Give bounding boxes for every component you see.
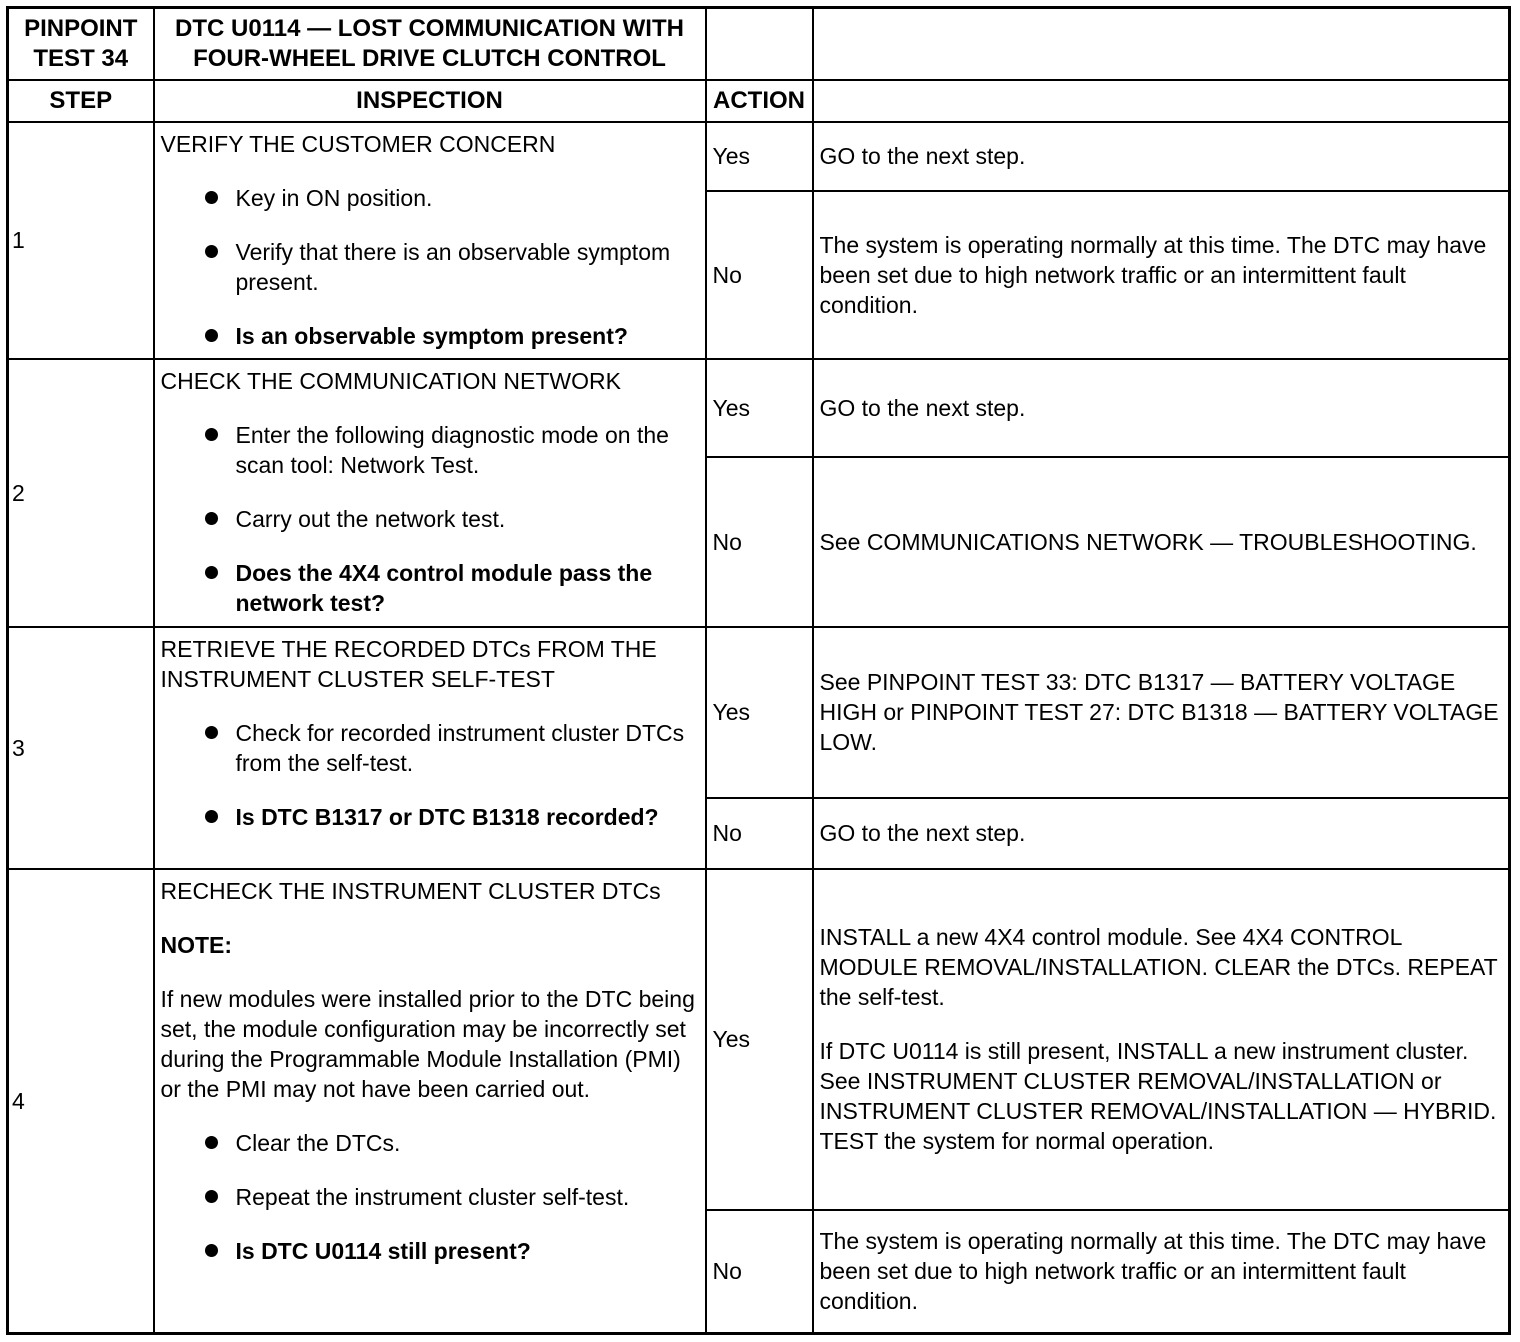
- list-item: [161, 558, 699, 618]
- result-no: See COMMUNICATIONS NETWORK — TROUBLESHOOTING.: [813, 457, 1510, 627]
- dtc-title-line1: DTC U0114 — LOST COMMUNICATION WITH: [175, 14, 684, 42]
- step-number: 1: [8, 122, 154, 359]
- dtc-title-line2: FOUR-WHEEL DRIVE CLUTCH CONTROL: [193, 44, 666, 72]
- action-no: No: [706, 191, 813, 359]
- action-yes: Yes: [706, 869, 813, 1210]
- action-no: No: [706, 798, 813, 869]
- step-title: RECHECK THE INSTRUMENT CLUSTER DTCs: [160, 877, 661, 904]
- inspection-cell: [154, 359, 706, 627]
- action-yes: Yes: [706, 122, 813, 191]
- result-yes: INSTALL a new 4X4 control module. See 4X4 CONTROL MODULE REMOVAL/INSTALLATION. CLEAR the DTCs. REPEAT the self-test. If DTC U0114 is still present, INSTALL a new instrument cluster. See INSTRUMENT CLUSTER REMOVAL/INSTALLATION or INSTRUMENT CLUSTER REMOVAL/INSTALLATION — HYBRID. TEST the system for normal operation.: [813, 869, 1510, 1210]
- table-row: [8, 627, 1510, 798]
- step-title: VERIFY THE CUSTOMER CONCERN: [160, 130, 556, 157]
- bullet-icon: [205, 1190, 218, 1203]
- col-inspection: INSPECTION: [154, 80, 706, 122]
- step-question: Is DTC U0114 still present?: [235, 1237, 531, 1264]
- list-item: [161, 802, 699, 832]
- step-question: Is an observable symptom present?: [235, 322, 628, 349]
- bullet-icon: [205, 1136, 218, 1149]
- step-title: CHECK THE COMMUNICATION NETWORK: [160, 367, 621, 394]
- dtc-title-cell: [154, 8, 706, 80]
- list-item: Key in ON position.: [161, 183, 699, 213]
- bullet-icon: [205, 191, 218, 204]
- test-title-line1: PINPOINT: [24, 14, 138, 42]
- test-title-line2: TEST 34: [33, 44, 129, 72]
- list-item: Check for recorded instrument cluster DTCs from the self-test.: [161, 718, 699, 778]
- bullet-icon: [205, 726, 218, 739]
- step-question: Does the 4X4 control module pass the network test?: [235, 559, 653, 616]
- table-row: [8, 869, 1510, 1210]
- title-row: [8, 8, 1510, 80]
- step-number: 4: [8, 869, 154, 1334]
- note-label: NOTE:: [160, 931, 233, 958]
- column-header-row: [8, 80, 1510, 122]
- note-text: If new modules were installed prior to the DTC being set, the module configuration may be incorrectly set during the Programmable Module Installation (PMI) or the PMI may not have been carried out.: [160, 985, 695, 1102]
- col-step: STEP: [8, 80, 154, 122]
- result-no: GO to the next step.: [813, 798, 1510, 869]
- bullet-icon: [205, 566, 218, 579]
- bullet-icon: [205, 329, 218, 342]
- action-yes: Yes: [706, 359, 813, 457]
- list-item: Enter the following diagnostic mode on the scan tool: Network Test.: [161, 420, 699, 480]
- result-yes: GO to the next step.: [813, 122, 1510, 191]
- list-item: [161, 1236, 699, 1266]
- bullet-icon: [205, 1244, 218, 1257]
- step-number: 2: [8, 359, 154, 627]
- bullet-icon: [205, 810, 218, 823]
- step-question: Is DTC B1317 or DTC B1318 recorded?: [235, 803, 659, 830]
- list-item: [161, 321, 699, 351]
- table-row: [8, 122, 1510, 191]
- step-title: RETRIEVE THE RECORDED DTCs FROM THE INSTRUMENT CLUSTER SELF-TEST: [160, 635, 657, 692]
- list-item: Carry out the network test.: [161, 504, 699, 534]
- inspection-cell: [154, 869, 706, 1334]
- inspection-cell: [154, 627, 706, 869]
- pinpoint-test-table: [6, 6, 1511, 1335]
- blank-cell: [706, 8, 813, 80]
- action-yes: Yes: [706, 627, 813, 798]
- inspection-cell: [154, 122, 706, 359]
- bullet-icon: [205, 245, 218, 258]
- result-yes: GO to the next step.: [813, 359, 1510, 457]
- list-item: Repeat the instrument cluster self-test.: [161, 1182, 699, 1212]
- blank-cell: [813, 80, 1510, 122]
- table-row: [8, 359, 1510, 457]
- list-item: Clear the DTCs.: [161, 1128, 699, 1158]
- step-number: 3: [8, 627, 154, 869]
- result-yes: See PINPOINT TEST 33: DTC B1317 — BATTERY VOLTAGE HIGH or PINPOINT TEST 27: DTC B1318 — BATTERY VOLTAGE LOW.: [813, 627, 1510, 798]
- test-number-cell: [8, 8, 154, 80]
- result-no: The system is operating normally at this time. The DTC may have been set due to high network traffic or an intermittent fault condition.: [813, 1210, 1510, 1334]
- bullet-icon: [205, 428, 218, 441]
- col-action: ACTION: [706, 80, 813, 122]
- bullet-icon: [205, 512, 218, 525]
- action-no: No: [706, 1210, 813, 1334]
- action-no: No: [706, 457, 813, 627]
- list-item: Verify that there is an observable symptom present.: [161, 237, 699, 297]
- blank-cell: [813, 8, 1510, 80]
- result-no: The system is operating normally at this time. The DTC may have been set due to high network traffic or an intermittent fault condition.: [813, 191, 1510, 359]
